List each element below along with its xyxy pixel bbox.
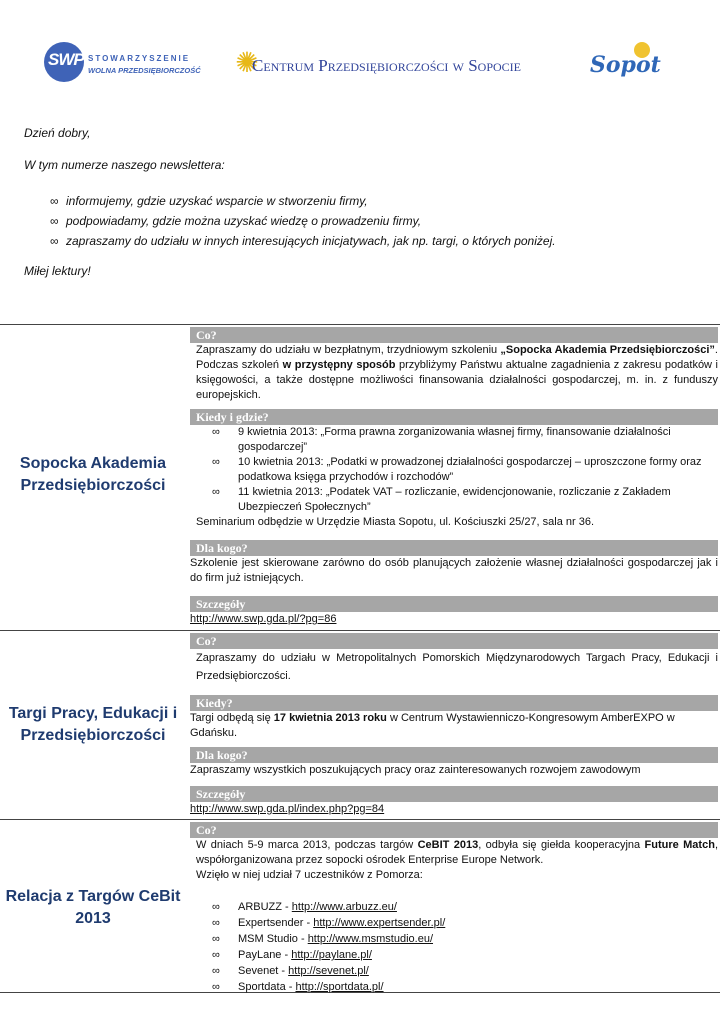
swp-logo-letters: SWP: [48, 50, 84, 69]
infinity-bullet-icon: ∞: [212, 486, 220, 498]
swp-logo-line2: WOLNA PRZEDSIĘBIORCZOŚĆ: [88, 66, 201, 75]
closing-text: Miłej lektury!: [24, 264, 91, 278]
company-link[interactable]: http://www.msmstudio.eu/: [307, 933, 434, 945]
participants-intro: Wzięło w niej udział 7 uczestników z Pomorza:: [196, 869, 423, 881]
section-what-text: Zapraszamy do udziału w Metropolitalnych Pomorskich Międzynarodowych Targach Pracy, Edukacji i Przedsiębiorczości.: [196, 652, 718, 682]
company-link[interactable]: http://sportdata.pl/: [295, 981, 384, 993]
details-link-wrap: [190, 612, 718, 627]
sopot-logo-text: Sopot: [590, 52, 661, 78]
section-who-text: Szkolenie jest skierowane zarówno do osób planujących założenie własnej działalności gospodarczej jak i do firm już istniejących.: [190, 557, 718, 584]
list-item: ∞ 9 kwietnia 2013: „Forma prawna zorganizowania własnej firmy, finansowanie działalności gospodarczej”: [212, 426, 671, 453]
intro-list: [50, 192, 556, 252]
details-link[interactable]: http://www.swp.gda.pl/index.php?pg=84: [190, 803, 385, 815]
swp-logo: [44, 40, 201, 92]
section-header-details: Szczegóły: [190, 596, 718, 612]
infinity-bullet-icon: ∞: [50, 194, 59, 208]
section-body: [190, 633, 718, 817]
lead-text: W tym numerze naszego newslettera:: [24, 158, 225, 172]
section-header-what: Co?: [190, 633, 718, 649]
dates-list: [190, 425, 718, 515]
newsletter-sections: [0, 324, 720, 993]
section-header-what: Co?: [190, 327, 718, 343]
section-title: Targi Pracy, Edukacji i Przedsiębiorczości: [8, 705, 178, 744]
list-item: ∞ Expertsender - http://www.expertsender.pl/: [212, 917, 446, 929]
infinity-bullet-icon: ∞: [212, 901, 220, 913]
section-header-details: Szczegóły: [190, 786, 718, 802]
section-body: [190, 327, 718, 627]
section-when-text: Targi odbędą się 17 kwietnia 2013 roku w Centrum Wystawienniczo-Kongresowym AmberEXPO w Gdańsku.: [190, 712, 675, 739]
venue-text: Seminarium odbędzie w Urzędzie Miasta Sopotu, ul. Kościuszki 25/27, sala nr 36.: [196, 516, 595, 528]
list-item: ∞ Sportdata - http://sportdata.pl/: [212, 981, 384, 993]
sopot-logo: [590, 42, 660, 84]
section-body: [190, 822, 718, 995]
infinity-bullet-icon: ∞: [212, 456, 220, 468]
cps-logo: [232, 48, 532, 82]
details-link[interactable]: http://www.swp.gda.pl/?pg=86: [190, 613, 337, 625]
company-link[interactable]: http://sevenet.pl/: [288, 965, 369, 977]
list-item: ∞ podpowiadamy, gdzie można uzyskać wiedzę o prowadzeniu firmy,: [50, 214, 422, 228]
companies-list: [190, 899, 718, 995]
infinity-bullet-icon: ∞: [50, 214, 59, 228]
list-item: ∞ Sevenet - http://sevenet.pl/: [212, 965, 369, 977]
infinity-bullet-icon: ∞: [212, 949, 220, 961]
section-who-text: Zapraszamy wszystkich poszukujących pracy oraz zainteresowanych rozwojem zawodowym: [190, 764, 641, 776]
swp-logo-line1: STOWARZYSZENIE: [88, 54, 191, 63]
list-item: ∞ zapraszamy do udziału w innych interesujących inicjatywach, jak np. targi, o których poniżej.: [50, 234, 556, 248]
logo-bar: [0, 36, 724, 100]
company-link[interactable]: http://www.expertsender.pl/: [313, 917, 446, 929]
list-item: ∞ ARBUZZ - http://www.arbuzz.eu/: [212, 901, 397, 913]
list-item: ∞ 11 kwietnia 2013: „Podatek VAT – rozliczanie, ewidencjonowanie, rozliczanie z Zakładem Ubezpieczeń Społecznych”: [212, 486, 671, 513]
details-link-wrap: [190, 802, 718, 817]
list-item: ∞ MSM Studio - http://www.msmstudio.eu/: [212, 933, 434, 945]
section-header-what: Co?: [190, 822, 718, 838]
greeting: Dzień dobry,: [24, 126, 91, 140]
section-sopocka-akademia: [0, 324, 720, 630]
list-item: ∞ PayLane - http://paylane.pl/: [212, 949, 372, 961]
infinity-bullet-icon: ∞: [212, 933, 220, 945]
company-link[interactable]: http://paylane.pl/: [291, 949, 372, 961]
section-header-when: Kiedy?: [190, 695, 718, 711]
cps-logo-text: Centrum Przedsiębiorczości w Sopocie: [252, 56, 521, 75]
company-link[interactable]: http://www.arbuzz.eu/: [291, 901, 397, 913]
infinity-bullet-icon: ∞: [212, 426, 220, 438]
infinity-bullet-icon: ∞: [50, 234, 59, 248]
section-header-when: Kiedy i gdzie?: [190, 409, 718, 425]
section-title: Sopocka Akademia Przedsiębiorczości: [19, 455, 167, 494]
section-header-who: Dla kogo?: [190, 540, 718, 556]
list-item: ∞ informujemy, gdzie uzyskać wsparcie w stworzeniu firmy,: [50, 194, 368, 208]
section-what-text: Zapraszamy do udziału w bezpłatnym, trzydniowym szkoleniu „Sopocka Akademia Przedsiębiorczości”. Podczas szkoleń w przystępny sposób przybliżymy Państwu aktualne zagadnienia z zakresu podatków i księgowości, a także dostępne możliwości finansowania działalności gospodarczej, m. in. z funduszy europejskich.: [196, 344, 719, 401]
section-title: Relacja z Targów CeBit 2013: [5, 888, 181, 927]
infinity-bullet-icon: ∞: [212, 981, 220, 993]
infinity-bullet-icon: ∞: [212, 917, 220, 929]
list-item: ∞ 10 kwietnia 2013: „Podatki w prowadzonej działalności gospodarczej – uproszczone formy oraz podatkowa księga przychodów i rozchodów”: [212, 456, 702, 483]
section-header-who: Dla kogo?: [190, 747, 718, 763]
star-icon: ✺: [235, 47, 259, 78]
infinity-bullet-icon: ∞: [212, 965, 220, 977]
section-targi-pracy: [0, 630, 720, 819]
section-what-text: W dniach 5-9 marca 2013, podczas targów CeBIT 2013, odbyła się giełda kooperacyjna Future Match, współorganizowana przez sopocki ośrodek Enterprise Europe Network.: [196, 839, 718, 866]
section-cebit: [0, 819, 720, 993]
